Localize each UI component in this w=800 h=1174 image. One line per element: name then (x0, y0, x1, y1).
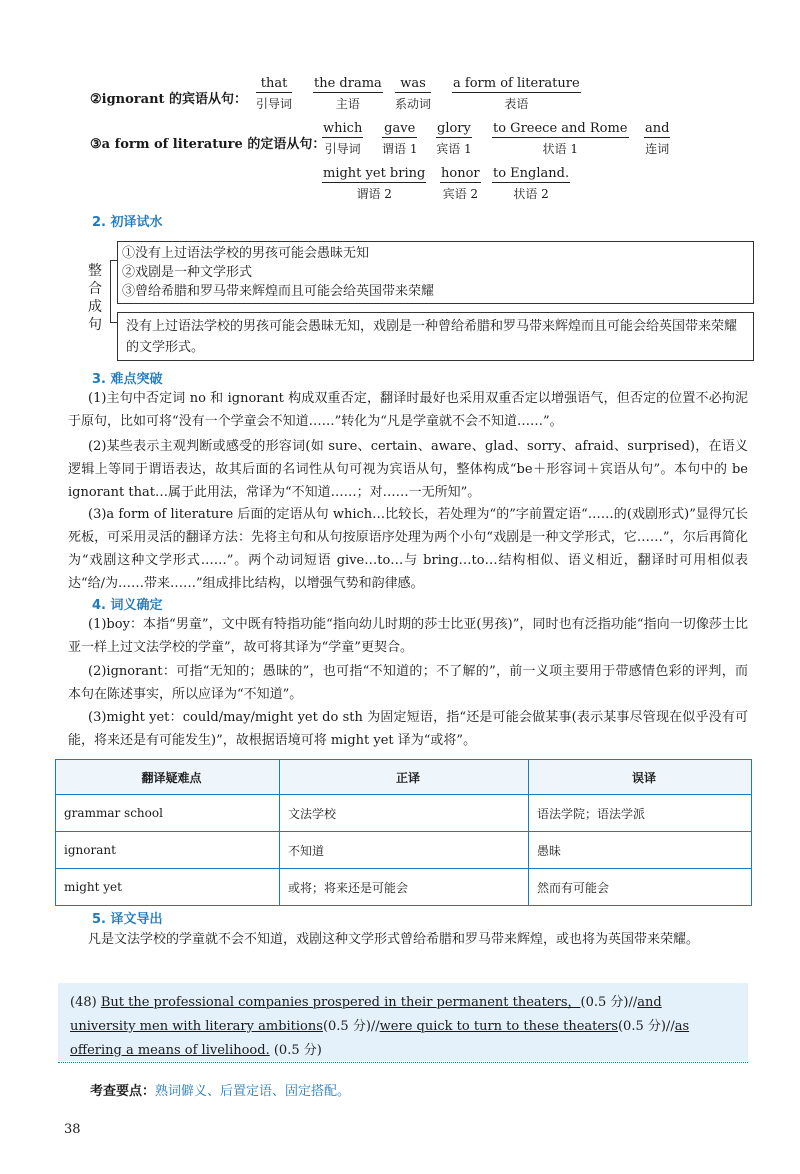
section3-heading: 3. 难点突破 (92, 372, 163, 387)
section4-heading: 4. 词义确定 (92, 598, 163, 613)
analysis-segment: gave 谓语 1 (382, 121, 418, 156)
analysis-row3-label: ③a form of literature 的定语从句： (90, 137, 326, 152)
table-cell: might yet (56, 869, 280, 906)
exam-answer-line (70, 1038, 745, 1063)
analysis-segment: to England. 状语 2 (493, 166, 570, 201)
answer-segment: and (637, 995, 662, 1010)
exam-answer-line (70, 990, 745, 1015)
paragraph: (3)a form of literature 后面的定语从句 which…比较长，若处理为“的”字前置定语“……的(戏剧形式)”显得冗长死板，可采用灵活的翻译方法：先将主句和从句按原语序处理为两个小句“戏剧是一种文学形式，它……”，尔后再简化为“戏剧这种文学形式……”。两个动词短语 give…to…与 bring…to…结构相似、语义相近，翻译时可用相似表达“给/为……带来……”组成排比结构，以增强气势和韵律感。 (68, 507, 748, 591)
analysis-segment: to Greece and Rome 状语 1 (493, 121, 628, 156)
table-header: 正译 (280, 760, 529, 795)
section2-heading: 2. 初译试水 (92, 215, 163, 230)
page-number: 38 (64, 1122, 81, 1137)
table-cell: 愚昧 (529, 832, 752, 869)
paragraph: (3)might yet：could/may/might yet do sth 为固定短语，指“还是可能会做某事(表示某事尽管现在似乎没有可能，将来还是有可能发生)”，故根据语境可将 might yet 译为“或将”。 (68, 710, 748, 748)
table-row (56, 795, 752, 832)
side-label: 整 合 成 句 (88, 263, 102, 333)
key-points (90, 1080, 350, 1099)
analysis-segment: that 引导词 (256, 76, 293, 111)
draft-item: ①没有上过语法学校的男孩可能会愚昧无知 (122, 246, 370, 261)
table-cell: 或将；将来还是可能会 (280, 869, 529, 906)
section5-heading: 5. 译文导出 (92, 912, 163, 927)
score: (0.5 分)// (322, 1019, 380, 1034)
analysis-segment: was 系动词 (395, 76, 432, 111)
table-cell: 不知道 (280, 832, 529, 869)
answer-segment: offering a means of livelihood. (70, 1043, 270, 1058)
question-number: (48) (70, 995, 97, 1010)
draft-items-box (117, 241, 754, 304)
paragraph: (1)boy：本指“男童”，文中既有特指功能“指向幼儿时期的莎士比亚(男孩)”，同时也有泛指功能“指向一切像莎士比亚一样上过文法学校的学童”，故可将其译为“学童”更契合。 (68, 617, 748, 655)
answer-segment: But the professional companies prospered in their permanent theaters， (100, 995, 581, 1010)
table-row (56, 869, 752, 906)
analysis-segment: might yet bring 谓语 2 (323, 166, 426, 201)
answer-segment: as (674, 1019, 690, 1034)
score: (0.5 分)// (580, 995, 638, 1010)
table-row (56, 832, 752, 869)
divider (58, 1062, 748, 1063)
table-cell: grammar school (56, 795, 280, 832)
analysis-segment: glory 宾语 1 (436, 121, 472, 156)
draft-item: ②戏剧是一种文学形式 (122, 265, 253, 280)
score: (0.5 分) (273, 1043, 322, 1058)
analysis-segment: a form of literature 表语 (453, 76, 580, 111)
answer-segment: were quick to turn to these theaters (379, 1019, 618, 1034)
table-cell: ignorant (56, 832, 280, 869)
analysis-segment: which 引导词 (323, 121, 363, 156)
paragraph: (1)主句中否定词 no 和 ignorant 构成双重否定，翻译时最好也采用双重否定以增强语气，但否定的位置不必拘泥于原句，比如可将“没有一个学童会不知道……”转化为“凡是学童就不会不知道……”。 (68, 391, 748, 429)
answer-segment: university men with literary ambitions (70, 1019, 323, 1034)
combined-sentence: 没有上过语法学校的男孩可能会愚昧无知，戏剧是一种曾给希腊和罗马带来辉煌而且可能会给英国带来荣耀的文学形式。 (126, 319, 738, 355)
bracket-line (110, 260, 111, 322)
key-points-label: 考查要点： (90, 1084, 156, 1099)
paragraph: (2)ignorant：可指“无知的；愚昧的”，也可指“不知道的；不了解的”，前一义项主要用于带感情色彩的评判，而本句在陈述事实，所以应译为“不知道”。 (68, 664, 748, 702)
analysis-row2-label: ②ignorant 的宾语从句： (90, 92, 248, 107)
draft-item: ③曾给希腊和罗马带来辉煌而且可能会给英国带来荣耀 (122, 284, 435, 299)
exam-answer-line (70, 1014, 745, 1039)
analysis-segment: and 连词 (645, 121, 670, 156)
table-header: 翻译疑难点 (56, 760, 280, 795)
table-cell: 语法学院；语法学派 (529, 795, 752, 832)
table-header: 误译 (529, 760, 752, 795)
translation-table (55, 759, 752, 906)
table-cell: 文法学校 (280, 795, 529, 832)
paragraph: (2)某些表示主观判断或感受的形容词(如 sure、certain、aware、glad、sorry、afraid、surprised)，在语义逻辑上等同于谓语表达，故其后面的名词性从句可视为宾语从句，整体构成“be＋形容词＋宾语从句”。本句中的 be ignorant that…属于此用法，常译为“不知道……；对……一无所知”。 (68, 439, 748, 500)
paragraph: 凡是文法学校的学童就不会不知道，戏剧这种文学形式曾给希腊和罗马带来辉煌，或也将为英国带来荣耀。 (88, 932, 700, 947)
score: (0.5 分)// (617, 1019, 675, 1034)
combined-sentence-box (117, 312, 754, 361)
analysis-segment: honor 宾语 2 (441, 166, 480, 201)
table-cell: 然而有可能会 (529, 869, 752, 906)
analysis-segment: the drama 主语 (314, 76, 382, 111)
key-points-text: 熟词僻义、后置定语、固定搭配。 (155, 1084, 351, 1099)
table-header-row (56, 760, 752, 795)
